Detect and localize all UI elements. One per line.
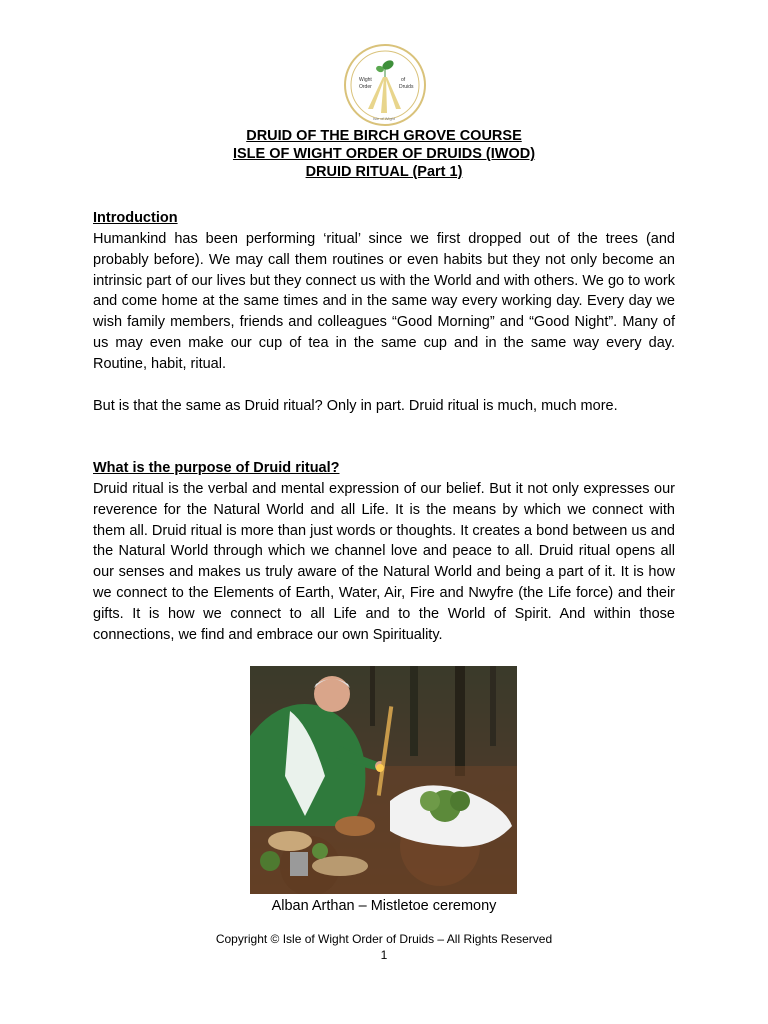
ceremony-photo-image xyxy=(250,666,517,894)
logo-text-bottom: Isle of Wight xyxy=(373,116,396,121)
logo-text-left2: Order xyxy=(359,84,372,90)
copyright-notice: Copyright © Isle of Wight Order of Druids – All Rights Reserved xyxy=(215,932,553,946)
ceremony-photo xyxy=(250,666,517,894)
intro-paragraph-2: But is that the same as Druid ritual? Only in part. Druid ritual is much, much more. xyxy=(93,398,618,414)
page-footer xyxy=(93,931,675,963)
title-ritual: DRUID RITUAL (Part 1) xyxy=(305,164,463,180)
logo-emblem-icon xyxy=(343,43,427,127)
purpose-heading: What is the purpose of Druid ritual? xyxy=(93,460,340,476)
title-course: DRUID OF THE BIRCH GROVE COURSE xyxy=(246,128,522,144)
photo-caption: Alban Arthan – Mistletoe ceremony xyxy=(271,898,497,914)
purpose-paragraph: Druid ritual is the verbal and mental expression of our belief. But it not only expresses our reverence for the Natural World and all Life. It is the means by which we connect with them all. Druid ritual is more than just words or thoughts. It creates a bond between us and the Natural World through which we channel love and peace to all. Druid ritual opens all our senses and makes us truly aware of the Natural World and being a part of it. It is how we connect to the Elements of Earth, Water, Air, Fire and Nwyfre (the Life force) and their gifts. It is how we connect to all Life and to the World of Spirit. And within those connections, we find and embrace our own Spirituality. xyxy=(93,481,675,643)
page-number: 1 xyxy=(380,948,388,962)
title-order: ISLE OF WIGHT ORDER OF DRUIDS (IWOD) xyxy=(232,146,536,162)
logo-text-right2: Druids xyxy=(399,84,414,90)
document-titles xyxy=(93,127,675,181)
logo-text-right: of xyxy=(401,77,406,83)
iwod-logo xyxy=(343,43,427,127)
intro-paragraph-1: Humankind has been performing ‘ritual’ since we first dropped out of the trees (and probably before). We may call them routines or even habits but they not only become an intrinsic part of our lives but they connect us with the World and with others. We go to work and come home at the same times and in the same way every working day. Every day we wish family members, friends and colleagues “Good Morning” and “Good Night”. Many of us may even make our cup of tea in the same cup and in the same way every day. Routine, habit, ritual. xyxy=(93,231,675,372)
logo-text-left: Wight xyxy=(359,77,372,83)
intro-heading: Introduction xyxy=(93,210,178,226)
